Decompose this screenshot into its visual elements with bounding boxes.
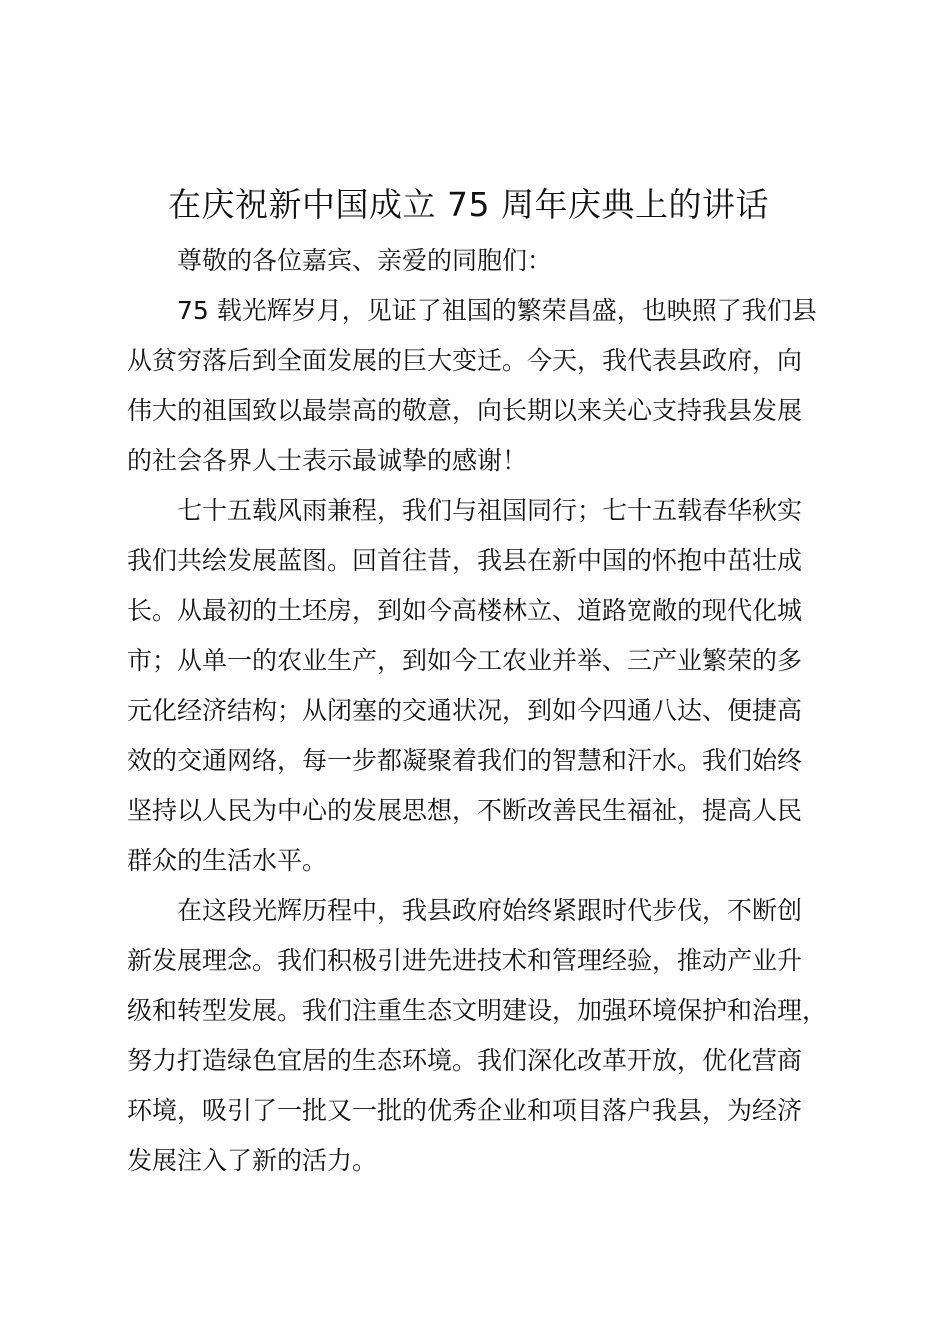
text-line: 努力打造绿色宜居的生态环境。我们深化改革开放，优化营商 [127,1046,803,1075]
text-line: 元化经济结构；从闭塞的交通状况，到如今四通八达、便捷高 [127,696,803,725]
paragraph-1 [127,286,832,486]
text-line: 效的交通网络，每一步都凝聚着我们的智慧和汗水。我们始终 [127,746,803,775]
text-line: 我们共绘发展蓝图。回首往昔，我县在新中国的怀抱中茁壮成 [127,546,803,575]
paragraph-3 [127,886,832,1186]
text-line: 伟大的祖国致以最崇高的敬意，向长期以来关心支持我县发展 [127,396,803,425]
paragraph-2 [127,486,832,886]
text-line: 群众的生活水平。 [127,846,328,875]
text-line: 发展注入了新的活力。 [127,1146,378,1175]
text-line: 新发展理念。我们积极引进先进技术和管理经验，推动产业升 [127,946,803,975]
text-line: 的社会各界人士表示最诚挚的感谢！ [127,446,528,475]
document-body [127,236,832,1186]
document-title: 在庆祝新中国成立 75 周年庆典上的讲话 [168,185,769,224]
text-line: 长。从最初的土坯房，到如今高楼林立、道路宽敞的现代化城 [127,596,803,625]
text-line: 市；从单一的农业生产，到如今工农业并举、三产业繁荣的多 [127,646,803,675]
greeting: 尊敬的各位嘉宾、亲爱的同胞们： [177,246,553,275]
text-line: 从贫穷落后到全面发展的巨大变迁。今天，我代表县政府，向 [127,346,803,375]
text-line: 75 载光辉岁月，见证了祖国的繁荣昌盛，也映照了我们县 [177,296,817,325]
text-line: 环境，吸引了一批又一批的优秀企业和项目落户我县，为经济 [127,1096,803,1125]
text-line: 七十五载风雨兼程，我们与祖国同行；七十五载春华秋实 [177,496,803,525]
text-line: 坚持以人民为中心的发展思想，不断改善民生福祉，提高人民 [127,796,803,825]
text-line: 级和转型发展。我们注重生态文明建设，加强环境保护和治理， [127,996,828,1025]
text-line: 在这段光辉历程中，我县政府始终紧跟时代步伐，不断创 [177,896,803,925]
